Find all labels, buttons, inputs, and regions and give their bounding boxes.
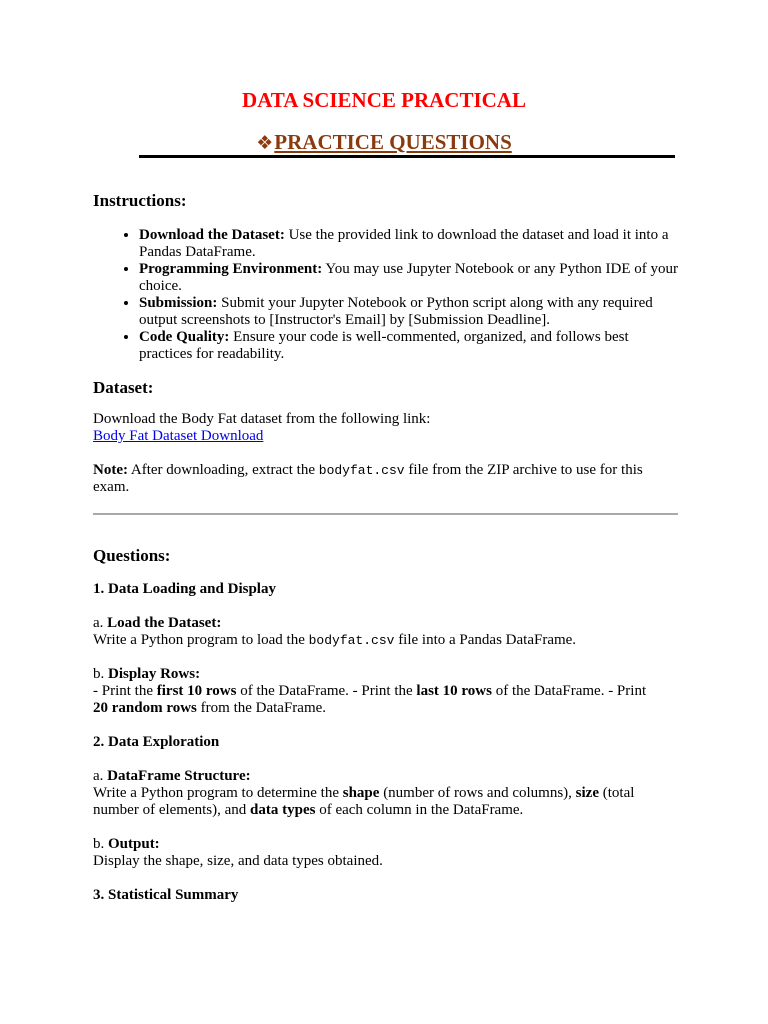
- question-part: [93, 836, 678, 870]
- instructions-list: [93, 227, 678, 363]
- instruction-text: You may use Jupyter Notebook or any Python IDE of your choice.: [139, 261, 678, 294]
- note-text-post: file from the ZIP archive to use for this exam.: [93, 462, 643, 495]
- part-text: (number of rows and columns),: [379, 785, 576, 801]
- question-part: [93, 666, 678, 717]
- title-divider: [139, 155, 675, 158]
- part-strong: size: [575, 785, 599, 801]
- part-label: DataFrame Structure:: [107, 768, 251, 784]
- dataset-download-link[interactable]: Body Fat Dataset Download: [93, 428, 264, 444]
- instruction-item: [139, 227, 678, 261]
- main-content: [93, 190, 678, 904]
- part-text: Display the shape, size, and data types obtained.: [93, 853, 383, 869]
- dataset-note: [93, 462, 678, 496]
- part-text: file into a Pandas DataFrame.: [394, 632, 577, 648]
- part-label: Output:: [108, 836, 160, 852]
- question-title: 2. Data Exploration: [93, 734, 220, 750]
- dataset-section: [93, 377, 678, 496]
- part-label: Load the Dataset:: [107, 615, 222, 631]
- instruction-label: Code Quality:: [139, 329, 230, 345]
- instruction-item: [139, 329, 678, 363]
- question-part: [93, 615, 678, 649]
- part-code: bodyfat.csv: [308, 633, 395, 648]
- part-text: (total number of elements), and: [93, 785, 635, 818]
- note-text-pre: After downloading, extract the: [127, 462, 319, 478]
- instruction-label: Submission:: [139, 295, 218, 311]
- note-code: bodyfat.csv: [318, 463, 405, 478]
- question-title: 1. Data Loading and Display: [93, 581, 276, 597]
- page-subtitle: [0, 129, 768, 156]
- instruction-text: Ensure your code is well-commented, organized, and follows best practices for readability.: [139, 329, 629, 362]
- instruction-text: Submit your Jupyter Notebook or Python script along with any required output screenshots to [Instructor's Email] by [Submission Deadline].: [139, 295, 653, 328]
- part-prefix: b.: [93, 836, 108, 852]
- part-text: of the DataFrame. - Print: [491, 683, 647, 699]
- section-divider: [93, 513, 678, 515]
- instructions-heading: Instructions:: [93, 191, 187, 210]
- instruction-label: Download the Dataset:: [139, 227, 285, 243]
- part-text: of each column in the DataFrame.: [315, 802, 524, 818]
- instruction-text: Use the provided link to download the dataset and load it into a Pandas DataFrame.: [139, 227, 669, 260]
- dataset-heading: Dataset:: [93, 378, 154, 397]
- page-title: DATA SCIENCE PRACTICAL: [242, 88, 526, 112]
- part-text: of the DataFrame. - Print the: [236, 683, 417, 699]
- part-strong: last 10 rows: [416, 683, 492, 699]
- part-prefix: a.: [93, 768, 108, 784]
- part-strong: first 10 rows: [156, 683, 237, 699]
- instruction-item: [139, 261, 678, 295]
- note-label: Note:: [93, 462, 128, 478]
- instructions-section: [93, 190, 678, 363]
- instruction-label: Programming Environment:: [139, 261, 323, 277]
- dataset-instruction: [93, 411, 678, 445]
- diamond-flourish-icon: ❖: [256, 132, 274, 154]
- instruction-item: [139, 295, 678, 329]
- part-label: Display Rows:: [108, 666, 201, 682]
- part-prefix: b.: [93, 666, 108, 682]
- part-text: Write a Python program to determine the: [93, 785, 343, 801]
- question-title: 3. Statistical Summary: [93, 887, 239, 903]
- part-text: - Print the: [93, 683, 157, 699]
- dataset-line: Download the Body Fat dataset from the following link:: [93, 411, 431, 427]
- part-strong: shape: [342, 785, 380, 801]
- part-text: Write a Python program to load the: [93, 632, 309, 648]
- subtitle-text: PRACTICE QUESTIONS: [274, 130, 512, 154]
- questions-section: [93, 545, 678, 904]
- part-text: from the DataFrame.: [196, 700, 327, 716]
- questions-heading: Questions:: [93, 546, 171, 565]
- part-strong: data types: [250, 802, 316, 818]
- question-part: [93, 768, 678, 819]
- part-prefix: a.: [93, 615, 108, 631]
- part-strong: 20 random rows: [93, 700, 197, 716]
